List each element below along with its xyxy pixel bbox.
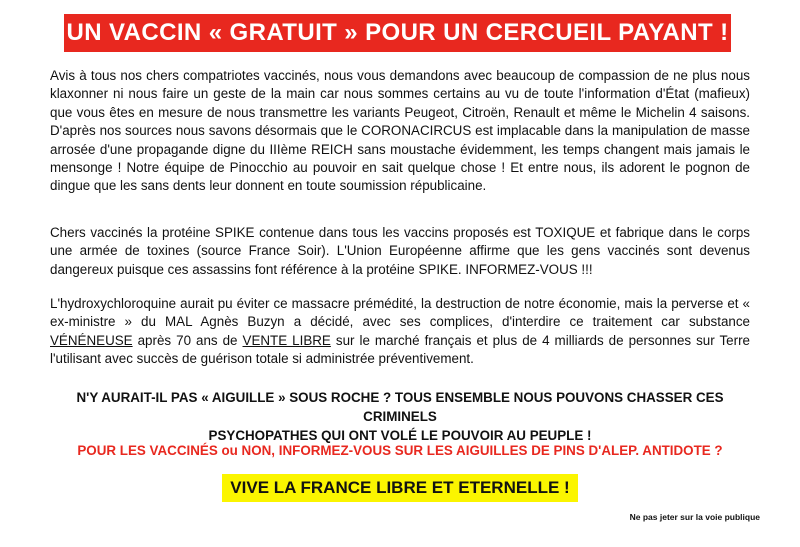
caps-statement [40,388,760,445]
p3-text-3: sur le marché français et plus de 4 milliards de personnes sur Terre l'utilisant avec succès de guérison totale si administrée préventivement. [50,332,750,367]
p3-text-2: après 70 ans de [132,332,243,348]
slogan-highlight: VIVE LA FRANCE LIBRE ET ETERNELLE ! [222,474,577,502]
p3-text-1: L'hydroxychloroquine aurait pu éviter ce massacre prémédité, la destruction de notre économie, mais la perverse et « ex-ministre » du MAL Agnès Buzyn a décidé, avec ses complices, d'interdire ce traitement car substance [50,296,750,330]
p3-underlined-vente-libre: VENTE LIBRE [242,332,331,348]
slogan-wrapper [0,474,800,502]
paragraph-hydroxychloroquine [50,295,750,369]
paragraph-intro: Avis à tous nos chers compatriotes vaccinés, nous vous demandons avec beaucoup de compassion de ne plus nous klaxonner ni nous faire un geste de la main car nous sommes certains au vu de toute l'information d'État (mafieux) que vous êtes en mesure de nous transmettre les variants Peugeot, Citroën, Renault et même le Michelin 4 saisons. D'après nos sources nous savons désormais que le CORONACIRCUS est implacable dans la manipulation de masse arrosée d'une propagande digne du IIIème REICH sans moustache évidemment, les temps changent mais jamais le mensonge ! Notre équipe de Pinocchio au pouvoir en sait quelque chose ! Et entre nous, ils adorent le pognon de dingue que les sans dents leur donnent en toute soumission républicaine. [50,68,750,194]
caps-statement-line-2: PSYCHOPATHES QUI ONT VOLÉ LE POUVOIR AU PEUPLE ! [208,428,592,443]
title-banner [64,14,731,52]
footer-note: Ne pas jeter sur la voie publique [629,512,760,522]
red-statement: POUR LES VACCINÉS ou NON, INFORMEZ-VOUS SUR LES AIGUILLES DE PINS D'ALEP. ANTIDOTE ? [77,443,723,458]
caps-statement-line-1: N'Y AURAIT-IL PAS « AIGUILLE » SOUS ROCHE ? TOUS ENSEMBLE NOUS POUVONS CHASSER CES CRIMINELS [76,390,724,424]
p3-underlined-veneneuse: VÉNÉNEUSE [50,332,133,348]
title-text: UN VACCIN « GRATUIT » POUR UN CERCUEIL PAYANT ! [66,19,729,46]
paragraph-spike: Chers vaccinés la protéine SPIKE contenue dans tous les vaccins proposés est TOXIQUE et fabrique dans le corps une armée de toxines (source France Soir). L'Union Européenne affirme que les gens vaccinés sont devenus dangereux puisque ces assassins font référence à la protéine SPIKE. INFORMEZ-VOUS !!! [50,225,750,277]
